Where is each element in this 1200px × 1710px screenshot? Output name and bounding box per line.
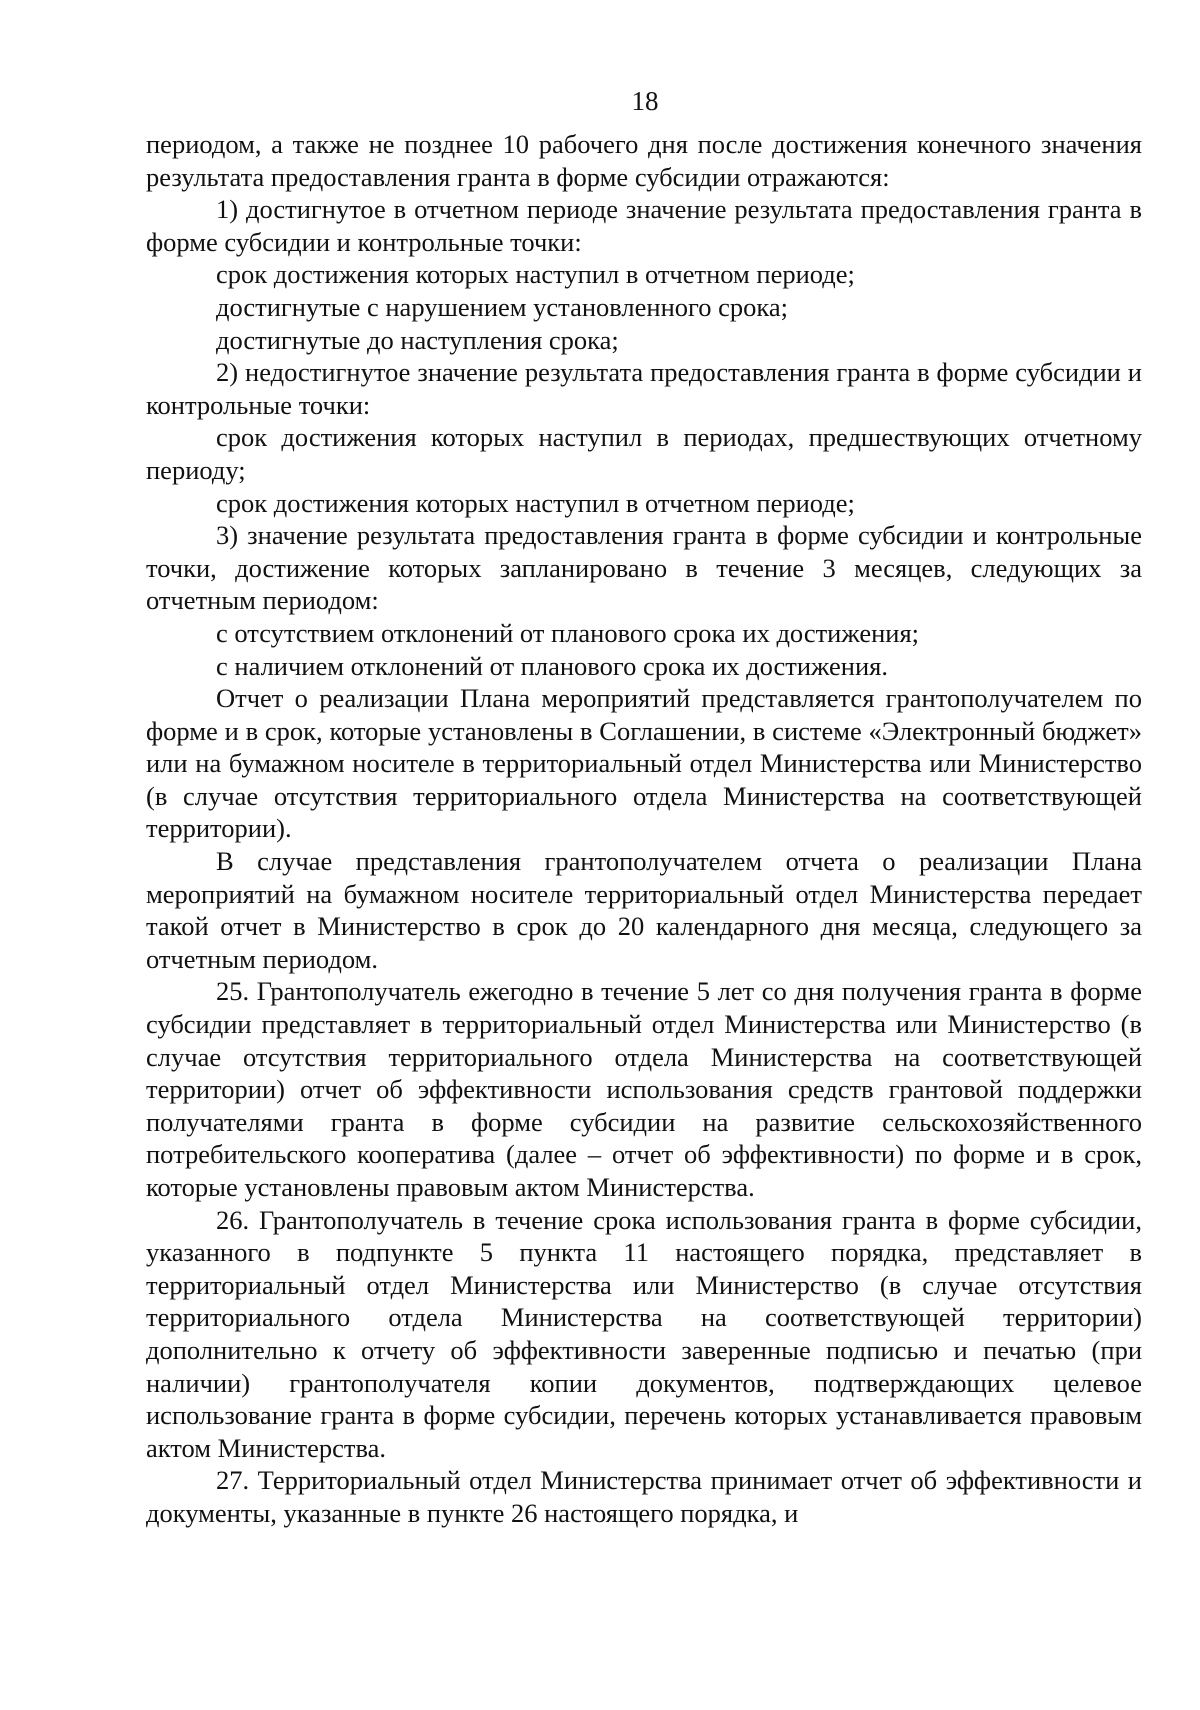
- paragraph-item-1-a: срок достижения которых наступил в отчетном периоде;: [216, 259, 855, 290]
- paragraph-item-3-b: с наличием отклонений от планового срока их достижения.: [216, 650, 888, 681]
- paragraph-report-submission: Отчет о реализации Плана мероприятий представляется грантополучателем по форме и в срок, которые установлены в Соглашении, в системе «Электронный бюджет» или на бумажном носителе в территориальный отдел Министерства или Министерство (в случае отсутствия территориального отдела Министерства на соответствующей территории).: [146, 683, 1142, 844]
- page-number: 18: [631, 86, 659, 116]
- paragraph-continuation: периодом, а также не позднее 10 рабочего дня после достижения конечного значения результата предоставления гранта в форме субсидии отражаются:: [146, 129, 1142, 192]
- paragraph-item-1: 1) достигнутое в отчетном периоде значение результата предоставления гранта в форме субсидии и контрольные точки:: [146, 194, 1142, 257]
- paragraph-item-2: 2) недостигнутое значение результата предоставления гранта в форме субсидии и контрольные точки:: [146, 357, 1142, 420]
- paragraph-item-2-a: срок достижения которых наступил в периодах, предшествующих отчетному периоду;: [146, 422, 1142, 485]
- paragraph-item-3: 3) значение результата предоставления гранта в форме субсидии и контрольные точки, достижение которых запланировано в течение 3 месяцев, следующих за отчетным периодом:: [146, 520, 1142, 616]
- paragraph-paper-report: В случае представления грантополучателем отчета о реализации Плана мероприятий на бумажном носителе территориальный отдел Министерства передает такой отчет в Министерство в срок до 20 календарного дня месяца, следующего за отчетным периодом.: [146, 846, 1142, 974]
- paragraph-item-3-a: с отсутствием отклонений от планового срока их достижения;: [216, 617, 920, 648]
- paragraph-clause-25: 25. Грантополучатель ежегодно в течение 5 лет со дня получения гранта в форме субсидии представляет в территориальный отдел Министерства или Министерство (в случае отсутствия территориального отдела Министерства на соответствующей территории) отчет об эффективности использования средств грантовой поддержки получателями гранта в форме субсидии на развитие сельскохозяйственного потребительского кооператива (далее – отчет об эффективности) по форме и в срок, которые установлены правовым актом Министерства.: [146, 976, 1142, 1202]
- paragraph-clause-26: 26. Грантополучатель в течение срока использования гранта в форме субсидии, указанного в подпункте 5 пункта 11 настоящего порядка, представляет в территориальный отдел Министерства или Министерство (в случае отсутствия территориального отдела Министерства на соответствующей территории) дополнительно к отчету об эффективности заверенные подписью и печатью (при наличии) грантополучателя копии документов, подтверждающих целевое использование гранта в форме субсидии, перечень которых устанавливается правовым актом Министерства.: [146, 1204, 1142, 1463]
- paragraph-item-1-b: достигнутые с нарушением установленного срока;: [216, 291, 788, 322]
- paragraph-clause-27: 27. Территориальный отдел Министерства принимает отчет об эффективности и документы, указанные в пункте 26 настоящего порядка, и: [146, 1465, 1142, 1528]
- paragraph-item-2-b: срок достижения которых наступил в отчетном периоде;: [216, 487, 855, 518]
- document-body: [146, 128, 1142, 1530]
- paragraph-item-1-c: достигнутые до наступления срока;: [216, 324, 619, 355]
